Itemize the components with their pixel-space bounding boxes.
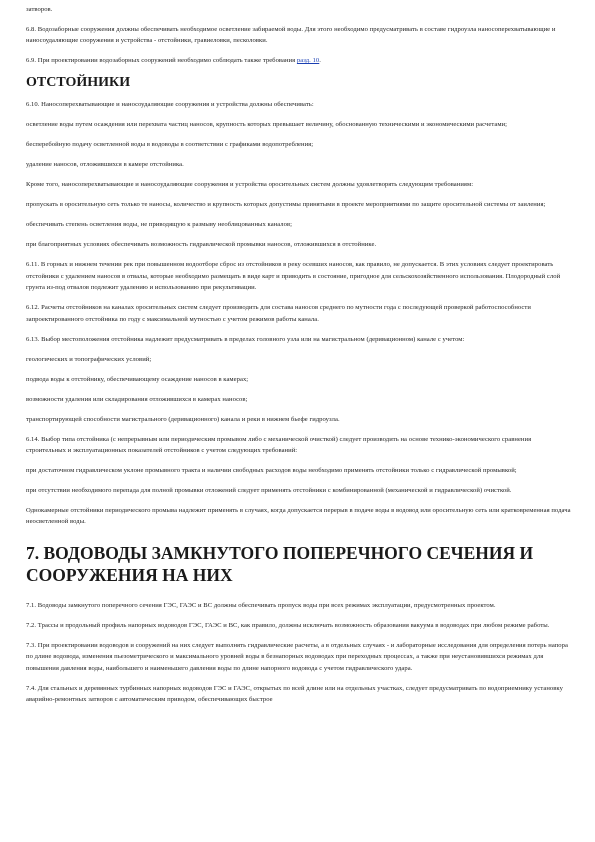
paragraph-7-4: 7.4. Для стальных и деревянных турбинных напорных водоводов ГЭС и ГАЭС, открытых по всей длине или на отдельных участках, следует предусматривать по водоприемнику установку аварийно-ремонтных затворов с автоматическим приводом, обеспечивающих быстрое	[26, 684, 563, 704]
paragraph-7-1: 7.1. Водоводы замкнутого поперечного сечения ГЭС, ГАЭС и ВС должны обеспечивать пропуск воды при всех режимах эксплуатации, предусмотренных проектом.	[26, 601, 496, 609]
paragraph-6-14: 6.14. Выбор типа отстойника (с непрерывным или периодическим промывом либо с механической очисткой) следует производить на основе технико-экономического сравнения строительных и эксплуатационных показателей отстойников с учетом следующих требований:	[26, 435, 532, 455]
paragraph: Кроме того, наносоперехватывающие и наносоудаляющие сооружения и устройства оросительных систем должны удовлетворять следующим требованиям:	[26, 181, 474, 189]
list-item: подвода воды к отстойнику, обеспечивающему осаждение наносов в камерах;	[26, 375, 249, 383]
paragraph-6-10: 6.10. Наносоперехватывающие и наносоудаляющие сооружения и устройства должны обеспечивать:	[26, 101, 314, 109]
document-page	[26, 4, 571, 714]
paragraph-6-11: 6.11. В горных и нижнем течении рек при повышенном водоотборе сброс из отстойников в реку осевших наносов, как правило, не допускается. В этих условиях следует проектировать отстойники с удалением наносов в отвалы, которые необходимо размещать в виде карт и приводить в состояние, пригодное для сельскохозяйственного использования. Плодородный слой грунта из-под отвалов подлежит удалению и использованию при рекультивации.	[26, 261, 561, 292]
list-item: возможности удаления или складирования отложившихся в камерах наносов;	[26, 395, 248, 403]
list-item: при отсутствии необходимого перепада для полной промывки отложений следует применять отстойники с комбинированной (механической и гидравлической) очисткой.	[26, 487, 512, 495]
list-item: транспортирующей способности магистрального (деривационного) канала и реки в нижнем бьефе гидроузла.	[26, 415, 340, 423]
list-item: при благоприятных условиях обеспечивать возможность гидравлической промывки наносов, отложившихся в отстойнике.	[26, 241, 377, 249]
list-item: при достаточном гидравлическом уклоне промывного тракта и наличии свободных расходов воды необходимо применять отстойники только с гидравлической промывкой;	[26, 467, 517, 475]
section-10-link[interactable]: разд. 10	[296, 57, 320, 65]
list-item: удаление наносов, отложившихся в камере отстойника.	[26, 161, 184, 169]
list-item: геологических и топографических условий;	[26, 355, 152, 363]
paragraph-7-2: 7.2. Трассы и продольный профиль напорных водоводов ГЭС, ГАЭС и ВС, как правило, должны исключать возможность образования вакуума в водоводах при любом режиме работы.	[26, 621, 550, 629]
list-item: осветление воды путем осаждения или перехвата частиц наносов, крупность которых превышает величину, обоснованную техническими и экономическими расчетами;	[26, 121, 508, 129]
paragraph-6-8: 6.8. Водозаборные сооружения должны обеспечивать необходимое осветление забираемой воды. Для этого необходимо предусматривать в составе гидроузла наносоперехватывающие и наносоудаляющие сооружения и устройства - отстойники, гравиеловки, песколовки.	[26, 26, 556, 45]
section-heading-7: 7. ВОДОВОДЫ ЗАМКНУТОГО ПОПЕРЕЧНОГО СЕЧЕНИЯ И СООРУЖЕНИЯ НА НИХ	[26, 542, 534, 585]
paragraph-6-13: 6.13. Выбор местоположения отстойника надлежит предусматривать в пределах головного узла или на магистральном (деривационном) канале с учетом:	[26, 335, 465, 343]
section-heading-otstoiniki: ОТСТОЙНИКИ	[26, 75, 131, 91]
paragraph: Однокамерные отстойники периодического промыва надлежит применять в случаях, когда допускается перерыв в подаче воды в водовод или оросительную сеть или кратковременная подача неосветленной воды.	[26, 507, 571, 526]
list-item: пропускать в оросительную сеть только те наносы, количество и крупность которых допустимы принятыми в проекте мероприятиями по защите оросительной системы от заиления;	[26, 201, 546, 209]
paragraph: затворов.	[26, 6, 53, 13]
paragraph-6-12: 6.12. Расчеты отстойников на каналах оросительных систем следует производить для состава наносов среднего по мутности года с последующей проверкой работоспособности запроектированного отстойника по году с максимальной мутностью с учетом режимов работы канала.	[26, 304, 531, 323]
paragraph-6-9-text: 6.9. При проектировании водозаборных сооружений необходимо соблюдать также требования	[26, 57, 297, 65]
paragraph-6-9	[26, 55, 571, 66]
paragraph-6-9-end: .	[319, 57, 321, 65]
paragraph-7-3: 7.3. При проектировании водоводов и сооружений на них следует выполнять гидравлические расчеты, а в отдельных случаях - и лабораторные исследования для определения потерь напора по длине водовода, изменения пьезометрического и максимального уровней воды в безнапорных водоводах при переходных процессах, а также при неустановившихся режимах для повышения давления воды, наибольшего и наименьшего давления воды по длине напорного водовода с учетом гидравлического удара.	[26, 641, 568, 672]
list-item: обеспечивать степень осветления воды, не приводящую к размыву необлицованных каналов;	[26, 221, 293, 229]
list-item: бесперебойную подачу осветленной воды в водоводы в соответствии с графиками водопотребления;	[26, 141, 314, 149]
